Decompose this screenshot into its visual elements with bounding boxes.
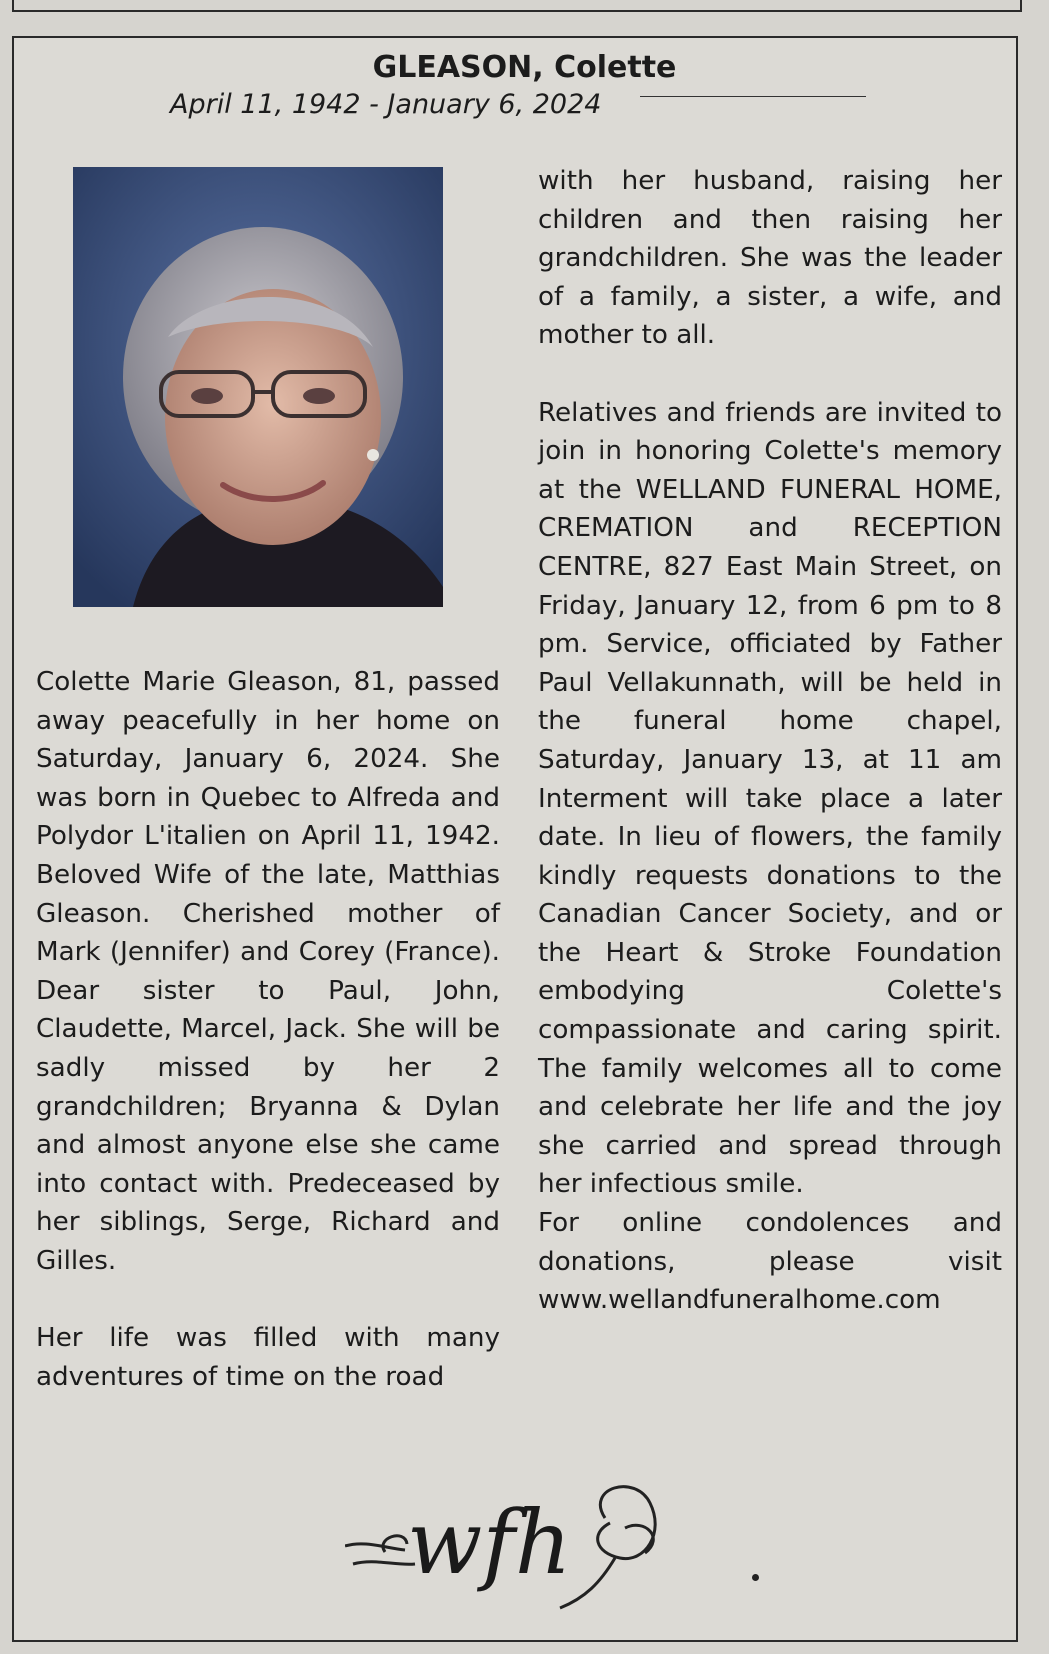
biography-paragraph: Colette Marie Gleason, 81, passed away peacefully in her home on Saturday, January 6, 2024. She was born in Quebec to Alfreda and Polydor L'italien on April 11, 1942. Beloved Wife of the late, Matthias Gleason. Cherished mother of Mark (Jennifer) and Corey (France). Dear sister to Paul, John, Claudette, Marcel, Jack. She will be sadly missed by her 2 grandchildren; Bryanna & Dylan and almost anyone else she came into contact with. Predeceased by her siblings, Serge, Richard and Gilles. <box>36 667 500 1276</box>
portrait-photo <box>73 167 443 607</box>
condolences-paragraph: For online condolences and donations, please visit www.wellandfuneralhome.com <box>538 1208 1002 1316</box>
wfh-logo-text: wfh <box>407 1491 572 1594</box>
life-paragraph-end: with her husband, raising her children and then raising her grandchildren. She was the leader of a family, a sister, a wife, and mother to all. <box>538 166 1002 351</box>
portrait-icon <box>73 167 443 607</box>
life-paragraph-start: Her life was filled with many adventures of time on the road <box>36 1323 500 1392</box>
right-column-text <box>538 162 1002 1320</box>
obituary-name: GLEASON, Colette <box>372 50 677 85</box>
previous-notice-border <box>12 0 1022 12</box>
left-column-text <box>36 663 500 1396</box>
dates-underline <box>640 96 866 97</box>
obituary-dates: April 11, 1942 - January 6, 2024 <box>170 89 602 120</box>
wfh-rose-logo <box>345 1478 715 1628</box>
speck <box>752 1574 759 1581</box>
service-details-paragraph: Relatives and friends are invited to join in honoring Colette's memory at the WELLAND FUNERAL HOME, CREMATION and RECEPTION CENTRE, 827 East Main Street, on Friday, January 12, from 6 pm to 8 pm. Service, officiated by Father Paul Vellakunnath, will be held in the funeral home chapel, Saturday, January 13, at 11 am Interment will take place a later date. In lieu of flowers, the family kindly requests donations to the Canadian Cancer Society, and or the Heart & Stroke Foundation embodying Colette's compassionate and caring spirit. The family welcomes all to come and celebrate her life and the joy she carried and spread through her infectious smile. <box>538 397 1002 1200</box>
